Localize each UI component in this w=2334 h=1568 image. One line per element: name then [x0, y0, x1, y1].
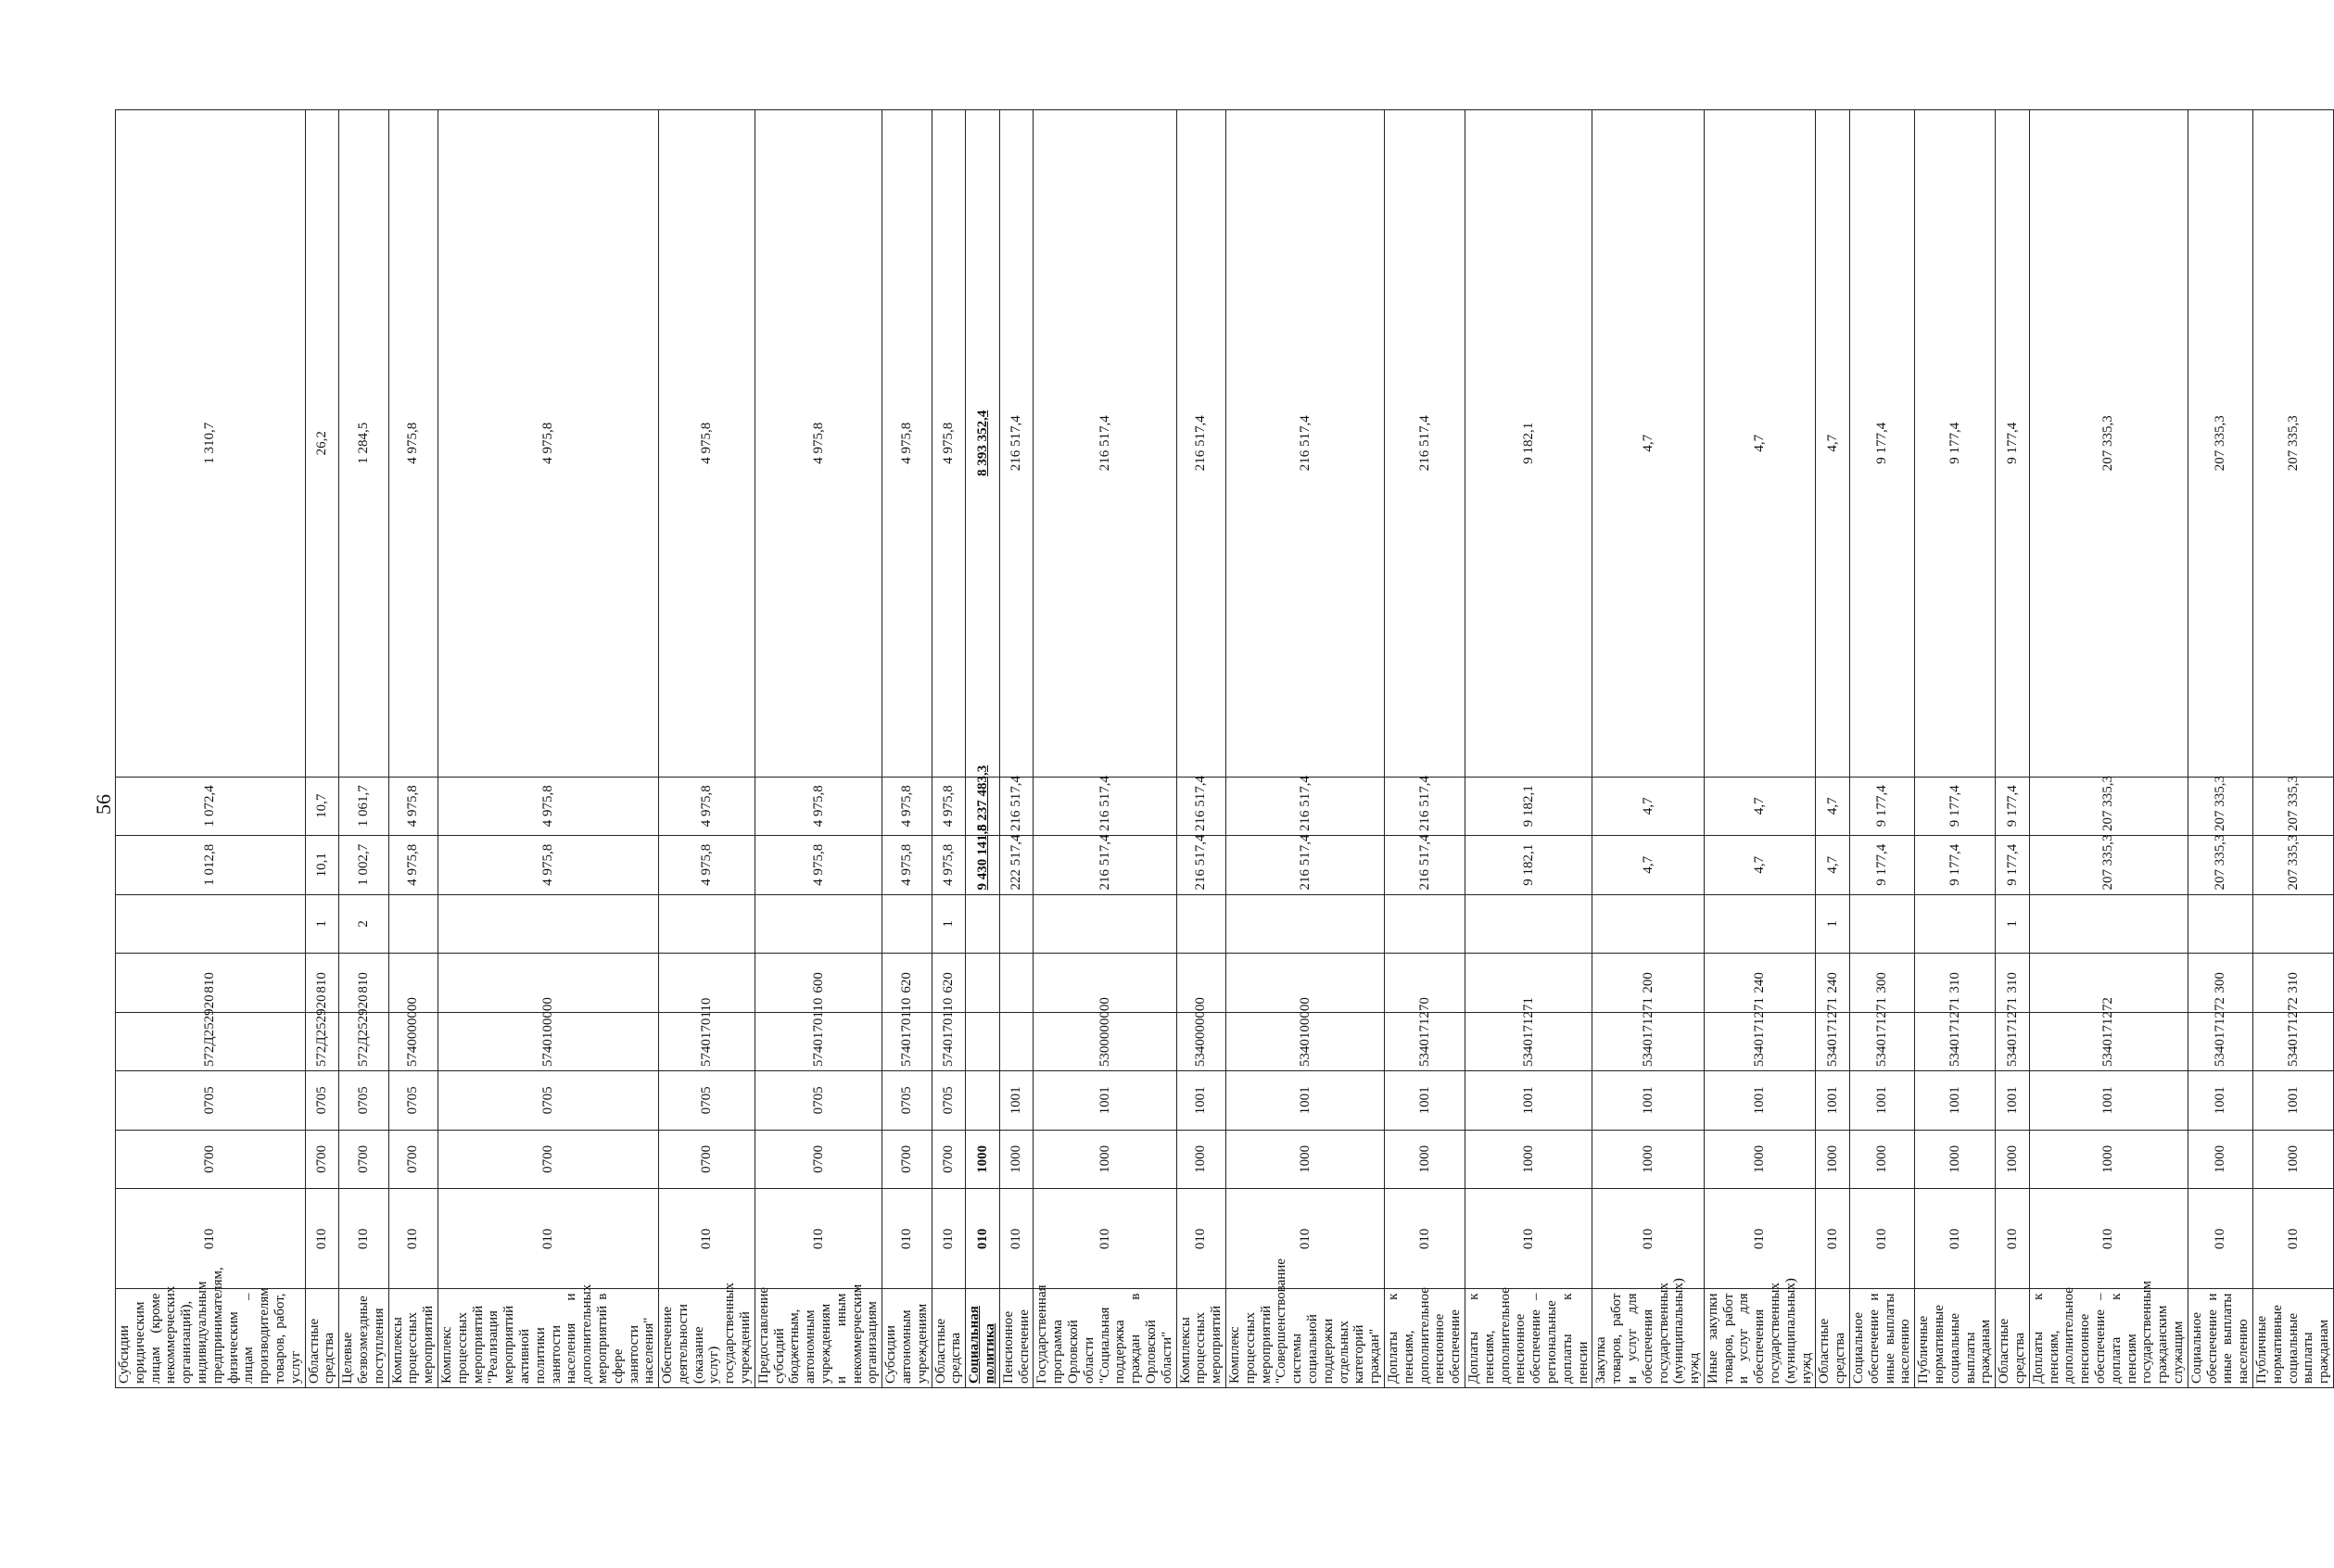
cell-value-2: 216 517,4 [999, 777, 1034, 836]
cell-section: 1000 [2252, 1130, 2333, 1189]
table-row [1592, 110, 1705, 1388]
cell-fund-source: 1 [305, 894, 339, 954]
cell-name: Областные средства [305, 1289, 339, 1388]
table-row [2029, 110, 2188, 1388]
cell-target-article: 5340000000 [1176, 1012, 1225, 1071]
cell-value-1: 216 517,4 [1034, 836, 1176, 895]
cell-target-article: 5340171270 [1384, 1012, 1465, 1071]
cell-value-3: 216 517,4 [1176, 110, 1225, 778]
cell-value-2: 4 975,8 [388, 777, 438, 836]
cell-name: Субсидии юридическим лицам (кроме некоммерческих организаций), индивидуальным предпринимателям, физическим лицам – производителям товаров, работ, услуг [116, 1289, 306, 1388]
cell-section: 1000 [2188, 1130, 2252, 1189]
cell-value-1: 4,7 [1592, 836, 1705, 895]
cell-ved: 010 [388, 1189, 438, 1289]
cell-value-3: 4 975,8 [755, 110, 882, 778]
cell-target-article: 5340100000 [1225, 1012, 1384, 1071]
cell-subsection: 1001 [1996, 1071, 2030, 1131]
cell-subsection: 0705 [305, 1071, 339, 1131]
cell-value-2: 4,7 [1704, 777, 1816, 836]
cell-value-1: 4 975,8 [755, 836, 882, 895]
cell-value-1: 1 012,8 [116, 836, 306, 895]
cell-value-3: 4,7 [1592, 110, 1705, 778]
cell-name: Публичные нормативные социальные выплаты гражданам [1915, 1289, 1996, 1388]
cell-section: 1000 [966, 1130, 1000, 1189]
cell-value-2: 4 975,8 [755, 777, 882, 836]
table-row [932, 110, 966, 1388]
cell-target-article: 5340171271 [1850, 1012, 1915, 1071]
cell-name: Областные средства [1996, 1289, 2030, 1388]
cell-ved: 010 [1816, 1189, 1850, 1289]
cell-value-1: 4 975,8 [932, 836, 966, 895]
cell-fund-source: 1 [932, 894, 966, 954]
cell-ved: 010 [305, 1189, 339, 1289]
cell-value-2: 207 335,3 [2188, 777, 2252, 836]
cell-expense-type: 310 [1915, 954, 1996, 1013]
cell-section: 0700 [755, 1130, 882, 1189]
cell-name: Комплекс процессных мероприятий "Реализация мероприятий активной политики занятости населения и дополнительных мероприятий в сфере занятости населения" [438, 1289, 658, 1388]
cell-expense-type: 200 [1592, 954, 1705, 1013]
cell-ved: 010 [2029, 1189, 2188, 1289]
cell-section: 1000 [999, 1130, 1034, 1189]
cell-value-1: 222 517,4 [999, 836, 1034, 895]
cell-expense-type: 310 [2252, 954, 2333, 1013]
table-row [999, 110, 1034, 1388]
cell-value-1: 9 177,4 [1996, 836, 2030, 895]
cell-ved: 010 [1996, 1189, 2030, 1289]
table-row [1816, 110, 1850, 1388]
cell-ved: 010 [999, 1189, 1034, 1289]
cell-section: 1000 [1915, 1130, 1996, 1189]
cell-expense-type: 240 [1816, 954, 1850, 1013]
cell-name: Пенсионное обеспечение [999, 1289, 1034, 1388]
cell-ved: 010 [882, 1189, 932, 1289]
table-row [339, 110, 388, 1388]
cell-fund-source [966, 894, 1000, 954]
cell-expense-type: 300 [1850, 954, 1915, 1013]
cell-name: Комплексы процессных мероприятий [388, 1289, 438, 1388]
cell-value-2: 4 975,8 [438, 777, 658, 836]
cell-expense-type: 810 [116, 954, 306, 1013]
cell-ved: 010 [1915, 1189, 1996, 1289]
cell-value-2: 216 517,4 [1176, 777, 1225, 836]
cell-section: 1000 [1816, 1130, 1850, 1189]
cell-value-3: 207 335,3 [2252, 110, 2333, 778]
cell-section: 1000 [1704, 1130, 1816, 1189]
table-row [1384, 110, 1465, 1388]
cell-fund-source [1465, 894, 1592, 954]
cell-ved: 010 [1384, 1189, 1465, 1289]
cell-fund-source: 1 [1996, 894, 2030, 954]
cell-section: 0700 [932, 1130, 966, 1189]
cell-subsection: 1001 [2188, 1071, 2252, 1131]
cell-value-3: 216 517,4 [999, 110, 1034, 778]
cell-target-article: 5740170110 [882, 1012, 932, 1071]
cell-subsection: 0705 [882, 1071, 932, 1131]
cell-value-1: 9 182,1 [1465, 836, 1592, 895]
cell-value-3: 4 975,8 [438, 110, 658, 778]
cell-target-article: 5740170110 [659, 1012, 755, 1071]
cell-ved: 010 [1850, 1189, 1915, 1289]
cell-value-2: 216 517,4 [1384, 777, 1465, 836]
cell-name: Субсидии автономным учреждениям [882, 1289, 932, 1388]
cell-value-3: 1 310,7 [116, 110, 306, 778]
cell-value-2: 4,7 [1592, 777, 1705, 836]
cell-value-1: 4 975,8 [659, 836, 755, 895]
cell-fund-source [1176, 894, 1225, 954]
table-row [2252, 110, 2333, 1388]
table-row [1465, 110, 1592, 1388]
cell-section: 1000 [1850, 1130, 1915, 1189]
cell-fund-source [2188, 894, 2252, 954]
cell-fund-source [659, 894, 755, 954]
cell-name: Областные средства [932, 1289, 966, 1388]
table-row [116, 110, 306, 1388]
table-row [1850, 110, 1915, 1388]
cell-value-2: 1 072,4 [116, 777, 306, 836]
table-row [2188, 110, 2252, 1388]
cell-value-1: 207 335,3 [2252, 836, 2333, 895]
cell-subsection: 1001 [1225, 1071, 1384, 1131]
cell-fund-source [1034, 894, 1176, 954]
cell-target-article: 5340171271 [1915, 1012, 1996, 1071]
cell-value-2: 216 517,4 [1225, 777, 1384, 836]
cell-section: 0700 [438, 1130, 658, 1189]
cell-subsection: 1001 [1850, 1071, 1915, 1131]
cell-value-3: 9 177,4 [1996, 110, 2030, 778]
cell-ved: 010 [116, 1189, 306, 1289]
cell-name: Государственная программа Орловской области "Социальная поддержка граждан в Орловской области" [1034, 1289, 1176, 1388]
cell-ved: 010 [1034, 1189, 1176, 1289]
cell-value-2: 10,7 [305, 777, 339, 836]
cell-target-article: 5340171271 [1816, 1012, 1850, 1071]
cell-fund-source [1704, 894, 1816, 954]
cell-target-article: 5740100000 [438, 1012, 658, 1071]
cell-section: 1000 [2029, 1130, 2188, 1189]
cell-name: Социальное обеспечение и иные выплаты населению [2188, 1289, 2252, 1388]
cell-fund-source [2029, 894, 2188, 954]
cell-section: 0700 [339, 1130, 388, 1189]
table-row [966, 110, 1000, 1388]
cell-value-3: 216 517,4 [1384, 110, 1465, 778]
cell-name: Комплекс процессных мероприятий "Совершенствование системы социальной поддержки отдельных категорий граждан" [1225, 1289, 1384, 1388]
cell-value-1: 4 975,8 [882, 836, 932, 895]
cell-value-3: 216 517,4 [1225, 110, 1384, 778]
cell-value-2: 9 177,4 [1850, 777, 1915, 836]
cell-section: 1000 [1996, 1130, 2030, 1189]
table-row [438, 110, 658, 1388]
cell-expense-type: 310 [1996, 954, 2030, 1013]
table-row [1225, 110, 1384, 1388]
cell-section: 1000 [1384, 1130, 1465, 1189]
cell-value-2: 9 177,4 [1996, 777, 2030, 836]
cell-target-article [999, 1012, 1034, 1071]
rotated-table-wrapper [115, 109, 2332, 1388]
cell-value-1: 4 975,8 [388, 836, 438, 895]
cell-fund-source [1225, 894, 1384, 954]
cell-fund-source [1915, 894, 1996, 954]
cell-subsection: 1001 [1465, 1071, 1592, 1131]
table-row [388, 110, 438, 1388]
cell-fund-source [438, 894, 658, 954]
cell-value-1: 9 430 141,5 [966, 836, 1000, 895]
cell-target-article: 5340171272 [2252, 1012, 2333, 1071]
cell-subsection: 1001 [2029, 1071, 2188, 1131]
cell-expense-type: 620 [882, 954, 932, 1013]
cell-value-1: 207 335,3 [2188, 836, 2252, 895]
cell-subsection: 1001 [2252, 1071, 2333, 1131]
cell-ved: 010 [1465, 1189, 1592, 1289]
cell-subsection: 0705 [659, 1071, 755, 1131]
cell-target-article: 5340171271 [1704, 1012, 1816, 1071]
cell-ved: 010 [659, 1189, 755, 1289]
cell-section: 1000 [1034, 1130, 1176, 1189]
table-row [659, 110, 755, 1388]
cell-target-article: 572Д252920 [116, 1012, 306, 1071]
cell-name: Обеспечение деятельности (оказание услуг) государственных учреждений [659, 1289, 755, 1388]
cell-value-3: 4,7 [1816, 110, 1850, 778]
cell-name: Социальное обеспечение и иные выплаты населению [1850, 1289, 1915, 1388]
cell-ved: 010 [1592, 1189, 1705, 1289]
cell-value-3: 1 284,5 [339, 110, 388, 778]
cell-value-3: 216 517,4 [1034, 110, 1176, 778]
cell-ved: 010 [2252, 1189, 2333, 1289]
cell-value-3: 4 975,8 [388, 110, 438, 778]
cell-ved: 010 [1704, 1189, 1816, 1289]
cell-ved: 010 [1176, 1189, 1225, 1289]
cell-ved: 010 [438, 1189, 658, 1289]
cell-target-article: 5300000000 [1034, 1012, 1176, 1071]
cell-value-3: 4 975,8 [659, 110, 755, 778]
cell-name: Социальная политика [966, 1289, 1000, 1388]
cell-value-3: 207 335,3 [2188, 110, 2252, 778]
page-number: 56 [92, 794, 115, 815]
cell-ved: 010 [932, 1189, 966, 1289]
cell-subsection: 0705 [339, 1071, 388, 1131]
cell-value-2: 9 182,1 [1465, 777, 1592, 836]
cell-value-2: 1 061,7 [339, 777, 388, 836]
cell-section: 0700 [305, 1130, 339, 1189]
cell-fund-source [388, 894, 438, 954]
cell-value-2: 9 177,4 [1915, 777, 1996, 836]
cell-subsection: 0705 [438, 1071, 658, 1131]
table-row [1176, 110, 1225, 1388]
cell-value-3: 4,7 [1704, 110, 1816, 778]
cell-value-1: 9 177,4 [1850, 836, 1915, 895]
cell-subsection: 1001 [1592, 1071, 1705, 1131]
cell-value-1: 216 517,4 [1225, 836, 1384, 895]
cell-fund-source [999, 894, 1034, 954]
cell-section: 1000 [1176, 1130, 1225, 1189]
cell-value-3: 4 975,8 [882, 110, 932, 778]
cell-fund-source [1850, 894, 1915, 954]
cell-target-article: 5340171271 [1465, 1012, 1592, 1071]
cell-value-1: 207 335,3 [2029, 836, 2188, 895]
cell-value-2: 8 237 483,3 [966, 777, 1000, 836]
cell-fund-source [2252, 894, 2333, 954]
cell-section: 1000 [1225, 1130, 1384, 1189]
cell-target-article [966, 1012, 1000, 1071]
cell-expense-type [999, 954, 1034, 1013]
cell-expense-type: 240 [1704, 954, 1816, 1013]
cell-expense-type: 300 [2188, 954, 2252, 1013]
cell-name: Доплаты к пенсиям, дополнительное пенсионное обеспечение [1384, 1289, 1465, 1388]
cell-subsection: 1001 [1915, 1071, 1996, 1131]
cell-fund-source: 2 [339, 894, 388, 954]
table-row [1704, 110, 1816, 1388]
cell-section: 1000 [1465, 1130, 1592, 1189]
table-row [1996, 110, 2030, 1388]
cell-subsection: 1001 [1704, 1071, 1816, 1131]
cell-ved: 010 [755, 1189, 882, 1289]
cell-expense-type: 620 [932, 954, 966, 1013]
cell-target-article: 572Д252920 [305, 1012, 339, 1071]
cell-value-2: 4 975,8 [882, 777, 932, 836]
cell-section: 0700 [388, 1130, 438, 1189]
cell-value-1: 1 002,7 [339, 836, 388, 895]
cell-fund-source [755, 894, 882, 954]
cell-ved: 010 [1225, 1189, 1384, 1289]
cell-value-3: 4 975,8 [932, 110, 966, 778]
cell-target-article: 5340171271 [1996, 1012, 2030, 1071]
cell-section: 0700 [659, 1130, 755, 1189]
cell-name: Иные закупки товаров, работ и услуг для обеспечения государственных (муниципальных) нужд [1704, 1289, 1816, 1388]
cell-expense-type: 810 [339, 954, 388, 1013]
cell-fund-source [116, 894, 306, 954]
cell-fund-source: 1 [1816, 894, 1850, 954]
cell-value-3: 9 182,1 [1465, 110, 1592, 778]
cell-value-2: 4 975,8 [659, 777, 755, 836]
table-body [116, 110, 2334, 1388]
cell-subsection: 1001 [1034, 1071, 1176, 1131]
cell-value-2: 4,7 [1816, 777, 1850, 836]
cell-subsection: 1001 [1176, 1071, 1225, 1131]
cell-value-1: 4,7 [1816, 836, 1850, 895]
cell-target-article: 5340171272 [2188, 1012, 2252, 1071]
cell-target-article: 572Д252920 [339, 1012, 388, 1071]
cell-value-2: 216 517,4 [1034, 777, 1176, 836]
cell-value-2: 207 335,3 [2029, 777, 2188, 836]
cell-value-3: 9 177,4 [1915, 110, 1996, 778]
cell-name: Доплаты к пенсиям, дополнительное пенсионное обеспечение – региональные доплаты к пенсии [1465, 1289, 1592, 1388]
cell-section: 1000 [1592, 1130, 1705, 1189]
cell-value-1: 216 517,4 [1384, 836, 1465, 895]
cell-fund-source [1592, 894, 1705, 954]
cell-value-1: 10,1 [305, 836, 339, 895]
cell-name: Публичные нормативные социальные выплаты гражданам [2252, 1289, 2333, 1388]
cell-ved: 010 [966, 1189, 1000, 1289]
table-row [305, 110, 339, 1388]
cell-expense-type: 810 [305, 954, 339, 1013]
cell-target-article: 5340171271 [1592, 1012, 1705, 1071]
cell-fund-source [882, 894, 932, 954]
cell-name: Предоставление субсидий бюджетным, автономным учреждениям и иным некоммерческим организациям [755, 1289, 882, 1388]
cell-section: 0700 [882, 1130, 932, 1189]
cell-subsection: 0705 [388, 1071, 438, 1131]
cell-expense-type [966, 954, 1000, 1013]
cell-subsection: 0705 [755, 1071, 882, 1131]
cell-value-1: 9 177,4 [1915, 836, 1996, 895]
cell-expense-type: 600 [755, 954, 882, 1013]
cell-value-3: 8 393 352,4 [966, 110, 1000, 778]
cell-subsection: 0705 [932, 1071, 966, 1131]
cell-target-article: 5740170110 [755, 1012, 882, 1071]
cell-subsection: 1001 [999, 1071, 1034, 1131]
cell-value-1: 4,7 [1704, 836, 1816, 895]
cell-subsection [966, 1071, 1000, 1131]
cell-subsection: 1001 [1384, 1071, 1465, 1131]
cell-ved: 010 [2188, 1189, 2252, 1289]
cell-ved: 010 [339, 1189, 388, 1289]
cell-value-1: 4 975,8 [438, 836, 658, 895]
cell-value-2: 4 975,8 [932, 777, 966, 836]
cell-fund-source [1384, 894, 1465, 954]
cell-value-2: 207 335,3 [2252, 777, 2333, 836]
table-row [1915, 110, 1996, 1388]
cell-target-article: 5740170110 [932, 1012, 966, 1071]
cell-name: Комплексы процессных мероприятий [1176, 1289, 1225, 1388]
table-row [1034, 110, 1176, 1388]
cell-subsection: 1001 [1816, 1071, 1850, 1131]
cell-value-3: 207 335,3 [2029, 110, 2188, 778]
budget-table [115, 109, 2334, 1388]
cell-value-1: 216 517,4 [1176, 836, 1225, 895]
cell-name: Закупка товаров, работ и услуг для обеспечения государственных (муниципальных) нужд [1592, 1289, 1705, 1388]
cell-subsection: 0705 [116, 1071, 306, 1131]
cell-name: Областные средства [1816, 1289, 1850, 1388]
cell-section: 0700 [116, 1130, 306, 1189]
cell-name: Целевые безвозмездные поступления [339, 1289, 388, 1388]
cell-value-3: 9 177,4 [1850, 110, 1915, 778]
cell-target-article: 5340171272 [2029, 1012, 2188, 1071]
table-row [755, 110, 882, 1388]
cell-target-article: 5740000000 [388, 1012, 438, 1071]
table-row [882, 110, 932, 1388]
cell-value-3: 26,2 [305, 110, 339, 778]
cell-name: Доплаты к пенсиям, дополнительное пенсионное обеспечение – доплата к пенсиям государственным гражданским служащим [2029, 1289, 2188, 1388]
